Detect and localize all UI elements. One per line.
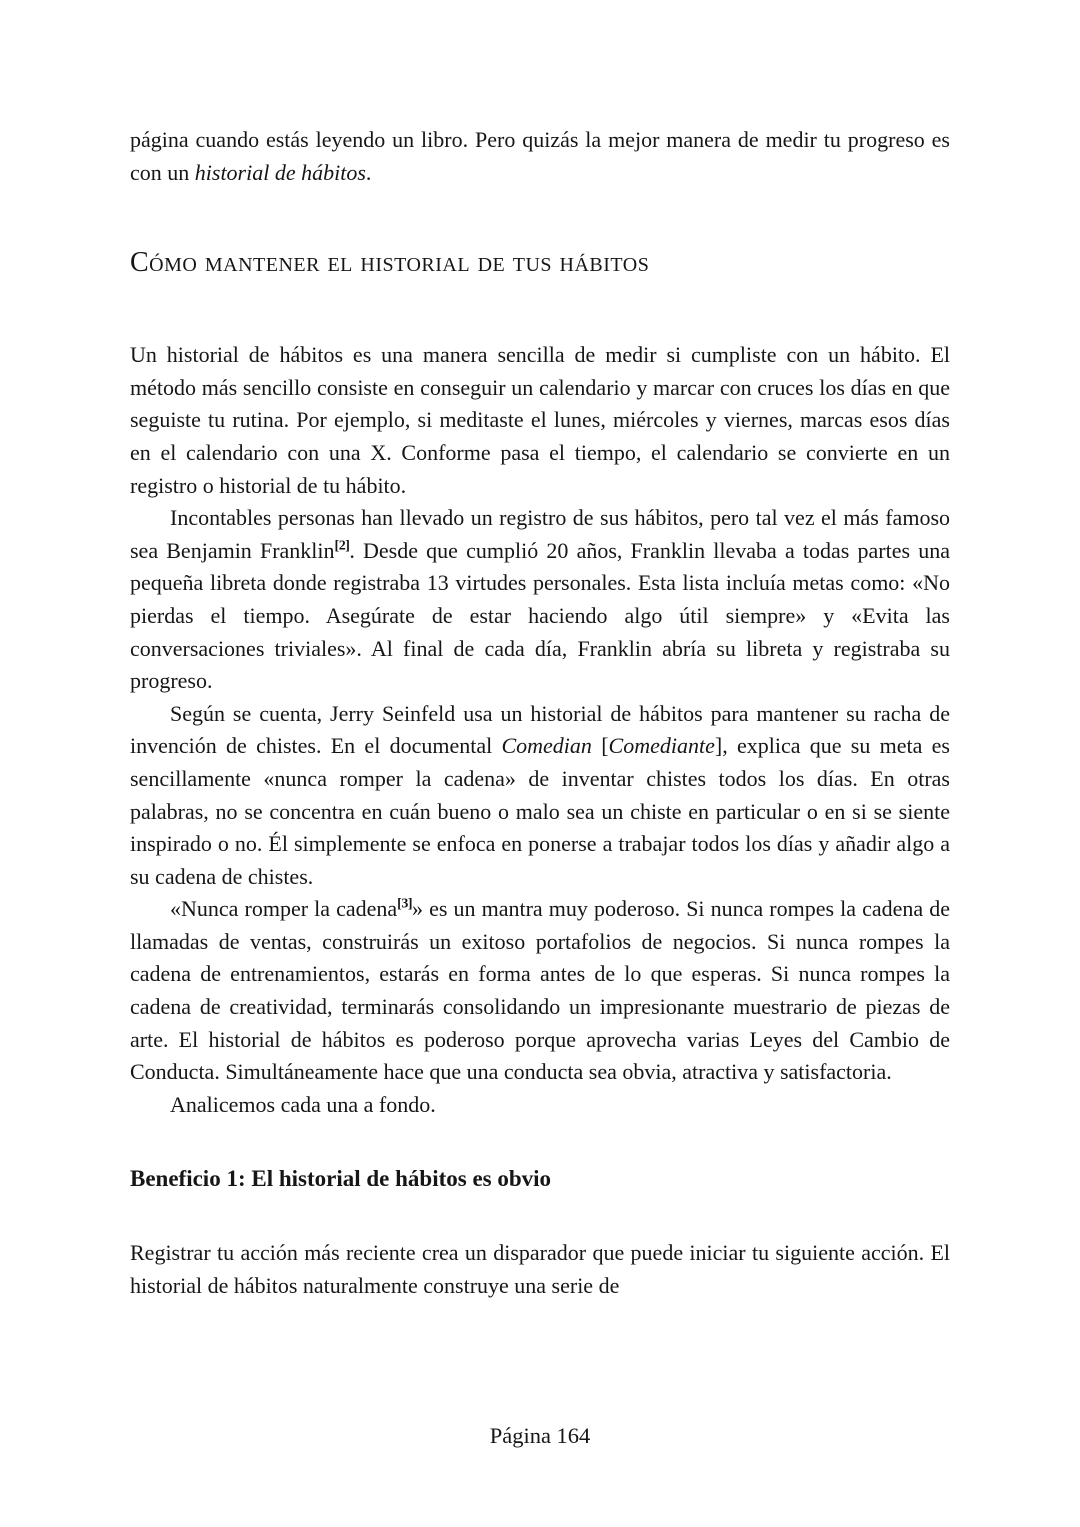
chapter-heading: Cómo mantener el historial de tus hábitos: [130, 247, 650, 279]
footnote-ref-3[interactable]: [3]: [397, 896, 412, 912]
text-run: ], explica que su meta es sencillamente «nunca romper la cadena» de inventar chistes todos los días. En otras palabras, no se concentra en cuán bueno o malo sea un chiste en particular o en si se siente inspirado o no. Él simplemente se enfoca en ponerse a trabajar todos los días y añadir algo a su cadena de chistes.: [130, 733, 950, 889]
text-run: . Desde que cumplió 20 años, Franklin llevaba a todas partes una pequeña libreta donde registraba 13 virtudes personales. Esta lista incluía metas como: «No pierdas el tiempo. Asegúrate de estar haciendo algo útil siempre» y «Evita las conversaciones triviales». Al final de cada día, Franklin abría su libreta y registraba su progreso.: [130, 537, 950, 694]
paragraph: [130, 124, 950, 189]
paragraph: [130, 1089, 950, 1122]
text-run: » es un mantra muy poderoso. Si nunca rompes la cadena de llamadas de ventas, construirás un exitoso portafolios de negocios. Si nunca rompes la cadena de entrenamientos, estarás en forma antes de lo que esperas. Si nunca rompes la cadena de creatividad, terminarás consolidando un impresionante muestrario de piezas de arte. El historial de hábitos es poderoso porque aprovecha varias Leyes del Cambio de Conducta. Simultáneamente hace que una conducta sea obvia, atractiva y satisfactoria.: [130, 896, 950, 1085]
text-run: Incontables personas han llevado un registro de sus hábitos, pero tal vez el más famoso sea Benjamin Franklin: [130, 505, 950, 563]
text-run: .: [365, 159, 372, 185]
italic-text: historial de hábitos: [194, 159, 366, 185]
paragraph: [130, 698, 950, 894]
paragraph: [130, 1237, 950, 1302]
italic-text: Comediante: [608, 733, 715, 759]
text-run: [: [591, 733, 609, 759]
text-run: Según se cuenta, Jerry Seinfeld usa un historial de hábitos para mantener su racha de invención de chistes. En el documental: [130, 700, 950, 759]
text-run: página cuando estás leyendo un libro. Pero quizás la mejor manera de medir tu progreso es con un: [130, 127, 950, 185]
page-number-footer: Página 164: [489, 1423, 591, 1448]
text-run: Analicemos cada una a fondo.: [170, 1091, 436, 1117]
text-run: Registrar tu acción más reciente crea un disparador que puede iniciar tu siguiente acción. El historial de hábitos naturalmente construye una serie de: [130, 1240, 950, 1299]
footnote-ref-2[interactable]: [2]: [334, 538, 350, 554]
text-run: Un historial de hábitos es una manera sencilla de medir si cumpliste con un hábito. El método más sencillo consiste en conseguir un calendario y marcar con cruces los días en que seguiste tu rutina. Por ejemplo, si meditaste el lunes, miércoles y viernes, marcas esos días en el calendario con una X. Conforme pasa el tiempo, el calendario se convierte en un registro o historial de tu hábito.: [130, 342, 950, 498]
benefit-subheading: Beneficio 1: El historial de hábitos es obvio: [130, 1166, 552, 1192]
paragraph: [130, 893, 950, 1089]
paragraph: [130, 502, 950, 698]
paragraph: [130, 339, 950, 502]
text-run: «Nunca romper la cadena: [170, 896, 398, 922]
italic-text: Comedian: [501, 733, 592, 759]
